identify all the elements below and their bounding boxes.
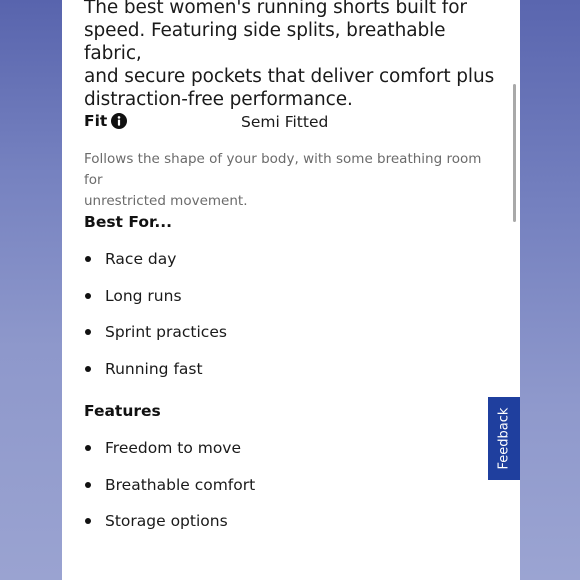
bullet-icon [85, 256, 91, 262]
list-item [84, 285, 227, 322]
bullet-icon [85, 482, 91, 488]
fit-description-line: unrestricted movement. [84, 193, 248, 209]
list-item-label: Running fast [105, 359, 203, 378]
best-for-list [84, 248, 227, 394]
scrollbar-thumb[interactable] [513, 84, 516, 222]
bullet-icon [85, 366, 91, 372]
description-line: distraction-free performance. [84, 89, 353, 110]
product-description [84, 0, 504, 111]
list-item-label: Freedom to move [105, 439, 242, 457]
list-item [84, 474, 255, 511]
list-item-label: Long runs [105, 286, 182, 305]
fit-description [84, 149, 504, 212]
fit-label: Fit [84, 112, 108, 130]
fit-row [84, 112, 504, 134]
list-item-label: Breathable comfort [105, 475, 256, 494]
bullet-icon [85, 445, 91, 451]
description-line: The best women's running shorts built for [84, 0, 467, 18]
list-item-label: Race day [105, 250, 177, 268]
list-item [84, 437, 255, 474]
bullet-icon [85, 293, 91, 299]
background-right [520, 0, 580, 580]
list-item [84, 248, 227, 285]
features-heading: Features [84, 402, 161, 420]
background-left [0, 0, 62, 580]
best-for-heading: Best For... [84, 213, 173, 231]
bullet-icon [85, 329, 91, 335]
description-line: speed. Featuring side splits, breathable fabric, [84, 20, 446, 64]
info-icon[interactable] [111, 113, 127, 129]
fit-description-line: Follows the shape of your body, with some breathing room for [84, 151, 482, 188]
fit-value: Semi Fitted [241, 113, 329, 131]
list-item [84, 358, 227, 395]
description-line: and secure pockets that deliver comfort plus [84, 66, 495, 87]
feedback-button[interactable] [488, 397, 520, 480]
features-list [84, 437, 255, 547]
feedback-label: Feedback [496, 407, 512, 470]
list-item [84, 321, 227, 358]
list-item-label: Sprint practices [105, 323, 227, 341]
list-item [84, 510, 255, 547]
list-item-label: Storage options [105, 512, 228, 530]
bullet-icon [85, 518, 91, 524]
